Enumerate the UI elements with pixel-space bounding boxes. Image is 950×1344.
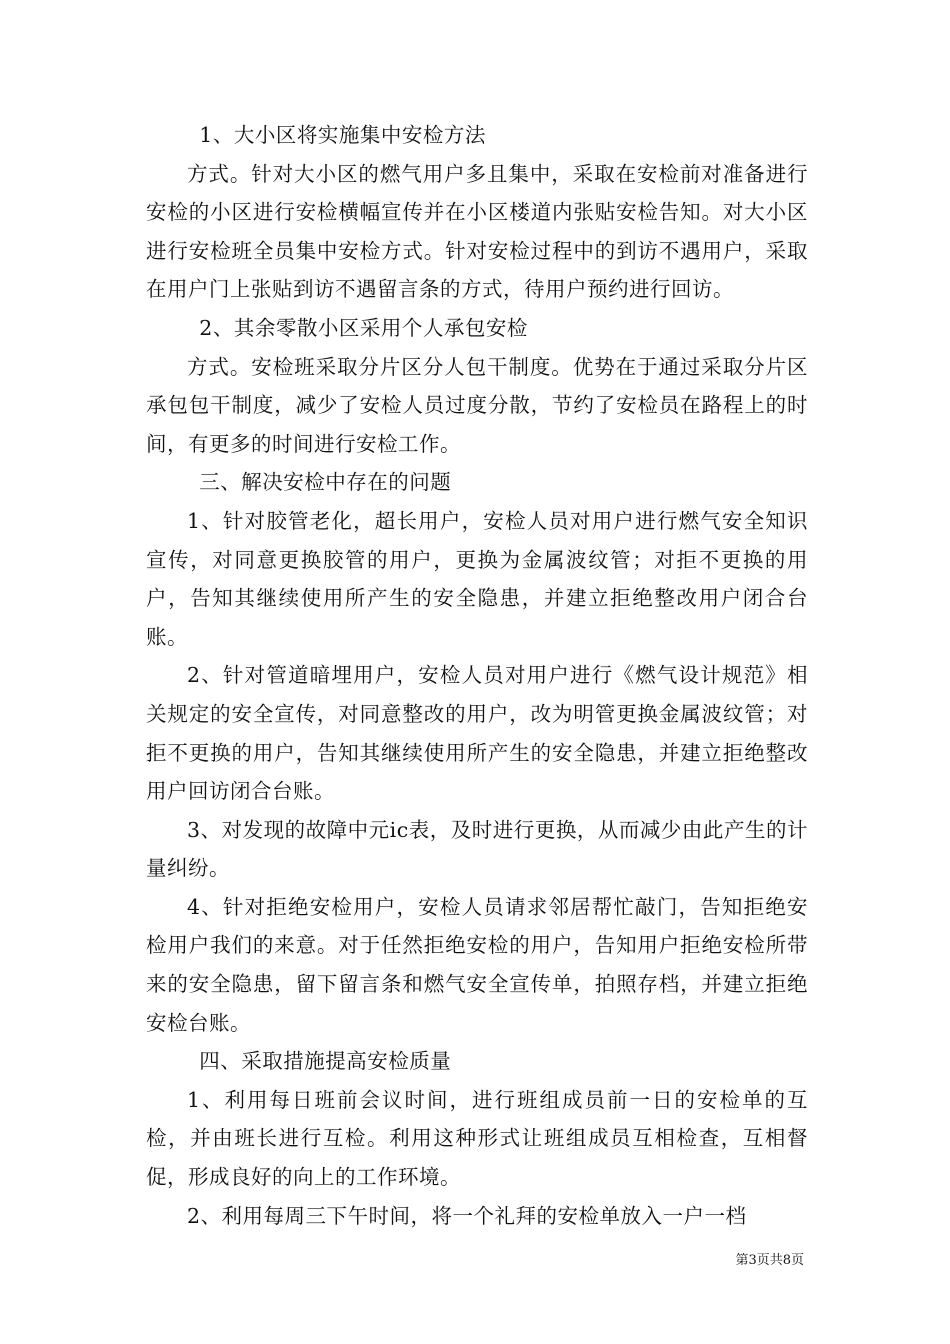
paragraph-scattered-community-method: 方式。安检班采取分片区分人包干制度。优势在于通过采取分片区承包包干制度，减少了安检人员过度分散，节约了安检员在路程上的时间，有更多的时间进行安检工作。 [146, 354, 808, 456]
paragraph-weekly-review: 2、利用每周三下午时间，将一个礼拜的安检单放入一户一档 [187, 1203, 747, 1228]
section-heading-solve-problems: 三、解决安检中存在的问题 [199, 470, 452, 495]
section-heading-large-community: 1、大小区将实施集中安检方法 [199, 123, 486, 147]
paragraph-faulty-meter: 3、对发现的故障中元ic表，及时进行更换，从而减少由此产生的计量纠纷。 [146, 817, 808, 881]
paragraph-large-community-method: 方式。针对大小区的燃气用户多且集中，采取在安检前对准备进行安检的小区进行安检横幅宣传并在小区楼道内张贴安检告知。对大小区进行安检班全员集中安检方式。针对安检过程中的到访不遇用户，采取在用户门上张贴到访不遇留言条的方式，待用户预约进行回访。 [146, 161, 808, 302]
document-body [146, 116, 808, 1235]
paragraph-daily-meeting: 1、利用每日班前会议时间，进行班组成员前一日的安检单的互检，并由班长进行互检。利用这种形式让班组成员互相检查，互相督促，形成良好的向上的工作环境。 [146, 1087, 808, 1190]
page-number-footer: 第3页共8页 [735, 1253, 804, 1268]
paragraph-hose-aging: 1、针对胶管老化，超长用户，安检人员对用户进行燃气安全知识宣传，对同意更换胶管的用户，更换为金属波纹管；对拒不更换的用户，告知其继续使用所产生的安全隐患，并建立拒绝整改用户闭合台账。 [146, 508, 808, 649]
section-heading-scattered-community: 2、其余零散小区采用个人承包安检 [199, 315, 528, 340]
paragraph-concealed-pipes: 2、针对管道暗埋用户，安检人员对用户进行《燃气设计规范》相关规定的安全宣传，对同意整改的用户，改为明管更换金属波纹管；对拒不更换的用户，告知其继续使用所产生的安全隐患，并建立拒绝整改用户回访闭合台账。 [146, 663, 808, 804]
section-heading-improve-quality: 四、采取措施提高安检质量 [199, 1049, 452, 1074]
paragraph-refusing-users: 4、针对拒绝安检用户，安检人员请求邻居帮忙敲门，告知拒绝安检用户我们的来意。对于任然拒绝安检的用户，告知用户拒绝安检所带来的安全隐患，留下留言条和燃气安全宣传单，拍照存档，并建立拒绝安检台账。 [146, 894, 808, 1035]
